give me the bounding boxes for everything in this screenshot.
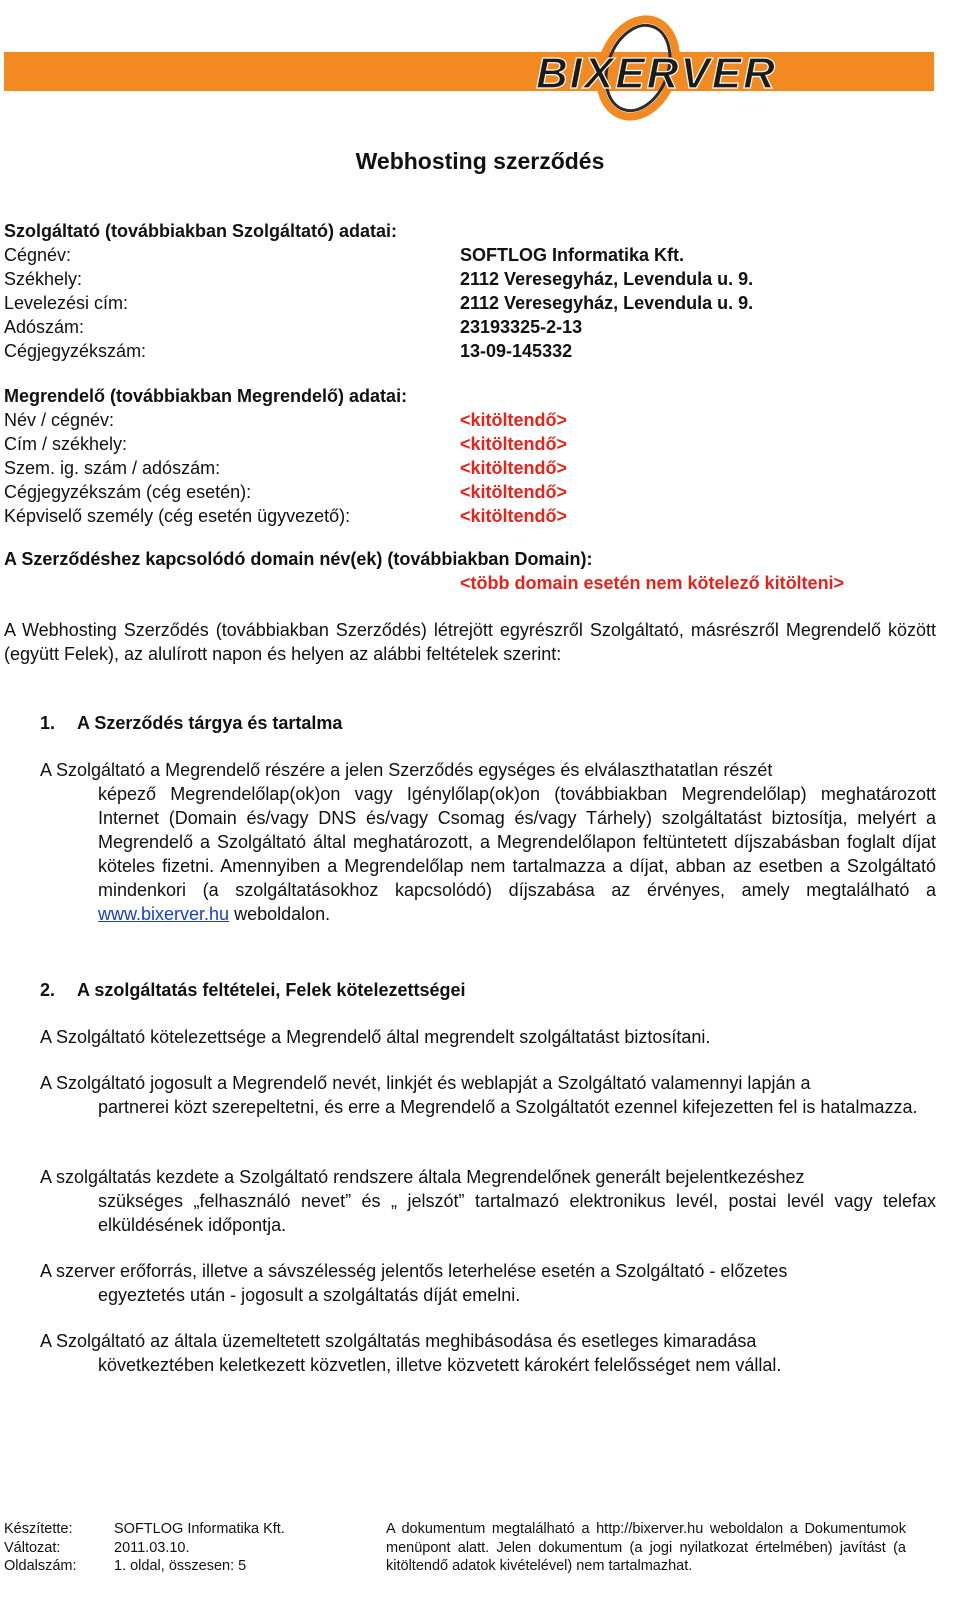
section-1-heading: 1. A Szerződés tárgya és tartalma (40, 713, 343, 733)
bixerver-link[interactable]: www.bixerver.hu (98, 904, 230, 924)
intro-paragraph: A Webhosting Szerződés (továbbiakban Szerződés) létrejött egyrészről Szolgáltató, másrészről Megrendelő között (együtt Felek), az alulírott napon és helyen az alábbi feltételek szerint: (4, 620, 936, 664)
footer-row: Oldalszám: 1. oldal, összesen: 5 (4, 1558, 247, 1574)
section-1-paragraph: A Szolgáltató a Megrendelő részére a jelen Szerződés egységes és elválaszthatatlan részét képező Megrendelőlap(ok)on vagy Igénylőlap(ok)on (továbbiakban Megrendelőlap) meghatározott Internet (Domain és/vagy DNS és/vagy Csomag és/vagy Tárhely) szolgáltatást biztosítja, melyért a Megrendelő a Szolgáltató által meghatározott, a Megrendelőlapon feltüntetett díjszabásban foglalt díjat köteles fizetni. Amennyiben a Megrendelőlap nem tartalmazza a díjat, abban az esetben a Szolgáltató mindenkori (a szolgáltatásokhoz kapcsolódó) díjszabása az érvényes, amely megtalálható a www.bixerver.hu weboldalon. (40, 760, 936, 924)
provider-row: Cégnév: SOFTLOG Informatika Kft. (4, 245, 685, 265)
domain-section (4, 547, 936, 595)
customer-row: Képviselő személy (cég esetén ügyvezető): <kitöltendő> (4, 506, 568, 526)
domain-heading: A Szerződéshez kapcsolódó domain név(ek) (továbbiakban Domain): (4, 549, 593, 569)
provider-row: Székhely: 2112 Veresegyház, Levendula u. 9. (4, 269, 754, 289)
section-2-paragraph-1: A Szolgáltató kötelezettsége a Megrendelő által megrendelt szolgáltatást biztosítani. (40, 1027, 711, 1047)
footer-row: Változat: 2011.03.10. (4, 1539, 190, 1556)
section-2-paragraph-4: A szerver erőforrás, illetve a sávszélesség jelentős leterhelése esetén a Szolgáltató - előzetes egyeztetés után - jogosult a szolgáltatás díját emelni. (40, 1261, 788, 1305)
customer-heading: Megrendelő (továbbiakban Megrendelő) adatai: (4, 386, 408, 406)
section-2-paragraph-3: A szolgáltatás kezdete a Szolgáltató rendszere általa Megrendelőnek generált bejelentkezéshez szükséges „felhasználó nevet” és „ jelszót” tartalmazó elektronikus levél, postai levél vagy telefax elküldésének időpontja. (40, 1167, 936, 1235)
footer-note: A dokumentum megtalálható a http://bixerver.hu weboldalon a Dokumentumok menüpont alatt. Jelen dokumentum (a jogi nyilatkozat értelmében) javítást (a kitöltendő adatok kivételével) nem tartalmazhat. (386, 1521, 906, 1574)
customer-row: Név / cégnév: <kitöltendő> (4, 410, 568, 430)
section-2-heading: 2. A szolgáltatás feltételei, Felek kötelezettségei (40, 980, 466, 1000)
provider-heading: Szolgáltató (továbbiakban Szolgáltató) adatai: (4, 221, 398, 241)
bixerver-logo (534, 8, 852, 124)
footer-row: Készítette: SOFTLOG Informatika Kft. (4, 1521, 285, 1537)
footer-meta (4, 1520, 285, 1576)
provider-section (4, 219, 936, 363)
provider-row: Levelezési cím: 2112 Veresegyház, Levendula u. 9. (4, 293, 754, 313)
section-2-paragraph-5: A Szolgáltató az általa üzemeltetett szolgáltatás meghibásodása és esetleges kimaradása következtében keletkezett közvetlen, illetve közvetett károkért felelősséget nem vállal. (40, 1331, 782, 1375)
customer-row: Cégjegyzékszám (cég esetén): <kitöltendő> (4, 482, 568, 502)
customer-section (4, 384, 936, 528)
provider-row: Adószám: 23193325-2-13 (4, 317, 583, 337)
document-title: Webhosting szerződés (355, 148, 605, 174)
customer-row: Szem. ig. szám / adószám: <kitöltendő> (4, 458, 568, 478)
section-2-paragraph-2: A Szolgáltató jogosult a Megrendelő nevét, linkjét és weblapját a Szolgáltató valamennyi lapján a partnerei közt szerepeltetni, és erre a Megrendelő a Szolgáltatót ezennel kifejezetten fel is hatalmazza. (40, 1073, 918, 1117)
domain-note: <több domain esetén nem kötelező kitölteni> (460, 573, 845, 593)
logo-text: BIXERVER (536, 49, 777, 98)
provider-row: Cégjegyzékszám: 13-09-145332 (4, 341, 573, 361)
customer-row: Cím / székhely: <kitöltendő> (4, 434, 568, 454)
